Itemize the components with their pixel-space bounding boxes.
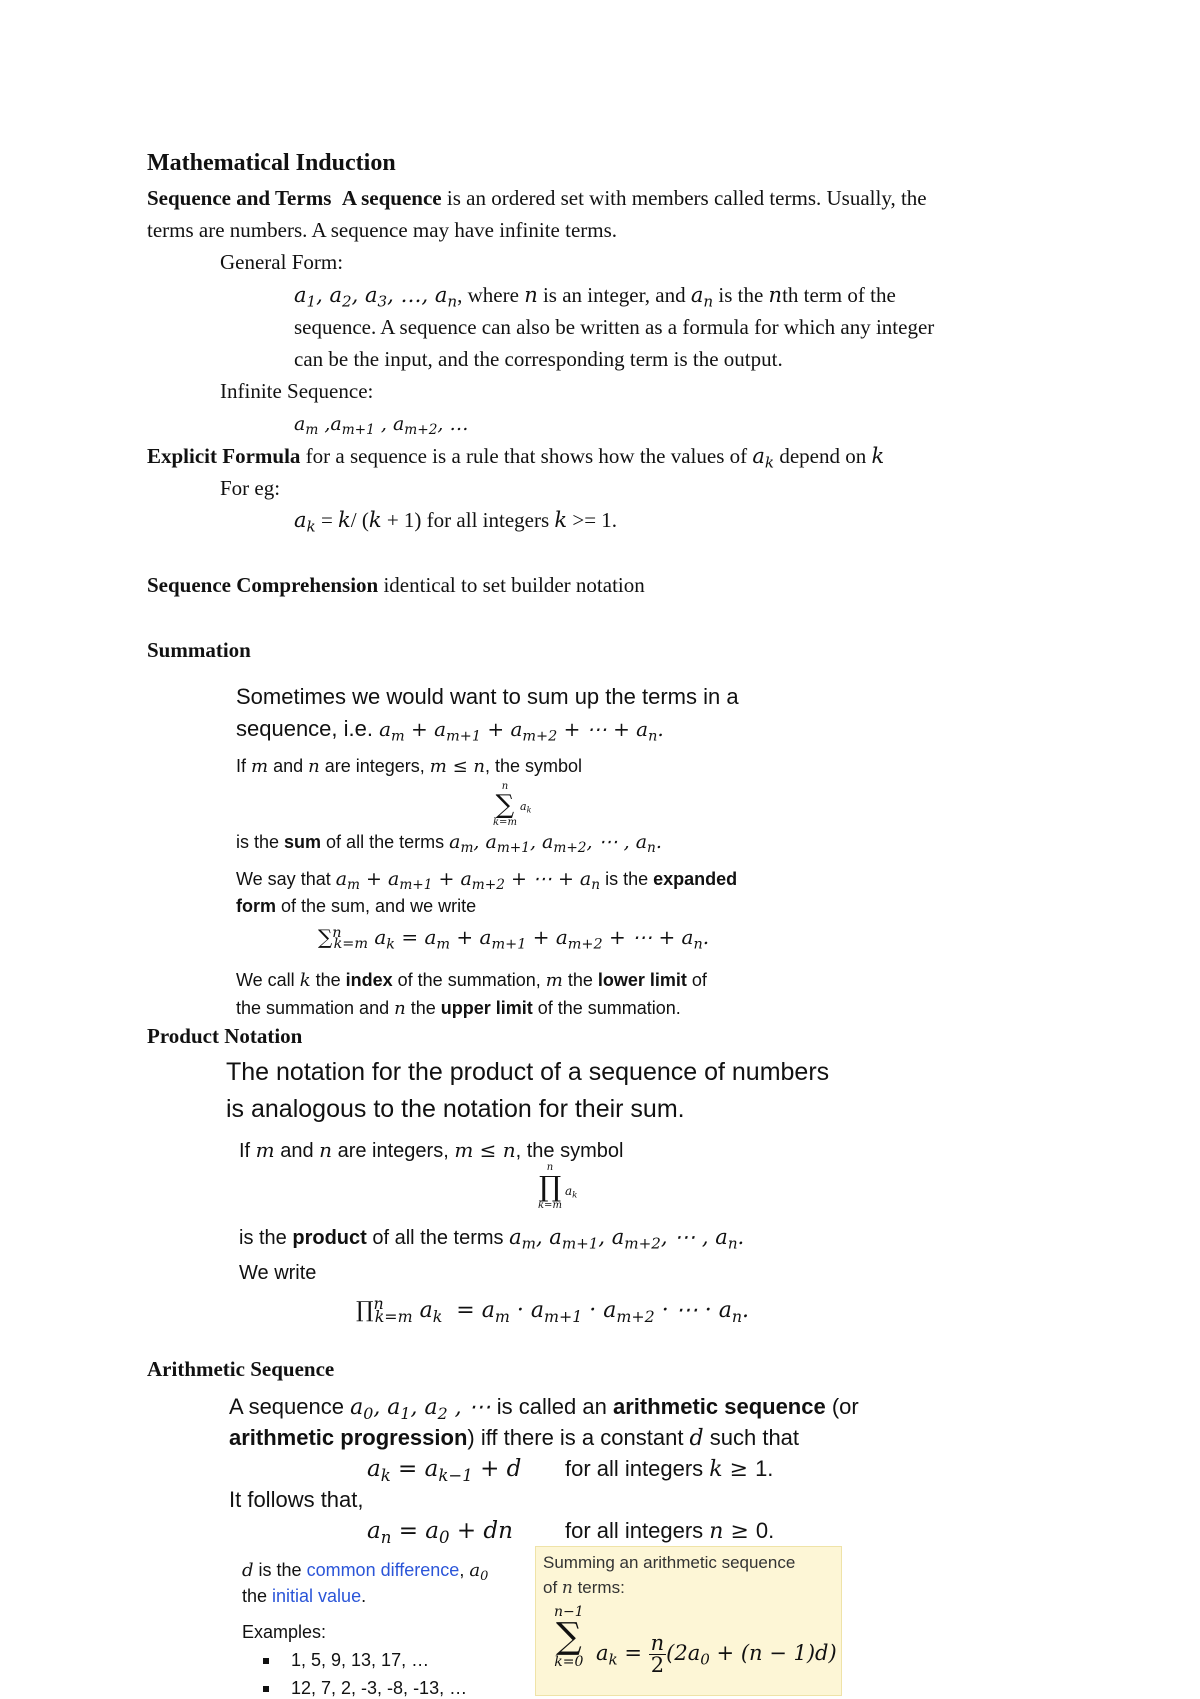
example-item-2: 12, 7, 2, -3, -8, -13, … <box>291 1678 468 1698</box>
product-expanded-formula: ∏$^n_{k=m}$ $a_k = a_m \cdot a_{m+1} \cdot a_{m+2}$ · ⋯ · $a_n$. <box>356 1294 750 1326</box>
product-if-line: If m and n are integers, m ≤ n, the symbol <box>239 1138 624 1162</box>
summation-we-call-line2: the summation and n the upper limit of the summation. <box>236 998 681 1019</box>
product-intro-line2: is analogous to the notation for their sum. <box>226 1095 685 1123</box>
summation-we-call-line1: We call k the index of the summation, m the lower limit of <box>236 970 707 991</box>
general-form-label: General Form: <box>220 250 344 274</box>
general-form-line2: sequence. A sequence can also be written as a formula for which any integer <box>294 315 935 339</box>
product-heading: Product Notation <box>147 1024 303 1048</box>
explicit-formula-heading: Explicit Formula <box>147 444 301 468</box>
summation-expanded-formula: ∑$^n_{k=m}$ $a_k = a_m + a_{m+1} + a_{m+2}$ + ⋯ + $a_n$. <box>318 924 710 953</box>
initial-value-line: the initial value. <box>242 1586 367 1606</box>
explicit-formula-line: Explicit Formula for a sequence is a rule that shows how the values of $a_k$ depend on k <box>147 444 885 472</box>
explicit-text-2: depend on <box>774 444 872 468</box>
gf-text-4: th term of the <box>782 283 896 307</box>
arithmetic-progression-keyword: arithmetic progression <box>229 1425 468 1450</box>
callout-line1: Summing an arithmetic sequence <box>543 1553 796 1572</box>
sum-keyword: sum <box>284 832 322 852</box>
sequence-paragraph-line2: terms are numbers. A sequence may have infinite terms. <box>147 218 618 242</box>
comprehension-text: identical to set builder notation <box>378 573 645 597</box>
general-form-sequence-math: $a_1$, $a_2$, $a_3$, …, $a_n$ <box>294 283 458 311</box>
product-symbol-term: $a_k$ <box>565 1184 578 1201</box>
sequence-keyword: A sequence <box>341 186 442 210</box>
common-difference-term: common difference <box>306 1560 460 1580</box>
sequence-comprehension-heading: Sequence Comprehension <box>147 573 379 597</box>
arithmetic-recurrence-condition: for all integers k ≥ 1. <box>565 1456 774 1482</box>
product-keyword: product <box>292 1227 367 1249</box>
arithmetic-recurrence: $a_k = a_{k-1} + d$ <box>367 1456 522 1485</box>
arithmetic-def-line1: A sequence $a_0$, $a_1$, $a_2$ , ⋯ is called an arithmetic sequence (or <box>229 1394 859 1423</box>
general-form-line1: $a_1$, $a_2$, $a_3$, …, $a_n$, where n is an integer, and $a_n$ is the nth term of the <box>294 283 896 311</box>
summation-symbol: n ∑ k=m <box>493 781 517 828</box>
summation-is-the-sum-line: is the sum of all the terms $a_m$, $a_{m+1}$, $a_{m+2}$, ⋯ , $a_n$. <box>236 831 662 857</box>
summation-if-line: If m and n are integers, m ≤ n, the symbol <box>236 756 583 777</box>
for-eg-label: For eg: <box>220 476 281 500</box>
summation-we-say-line1: We say that $a_m + a_{m+1} + a_{m+2}$ + ⋯ + $a_n$ is the expanded <box>236 868 738 894</box>
callout-sum-formula: $a_k$ = $\frac{n}{2}$ $(2a_0 + (n - 1)d)$ <box>596 1631 837 1677</box>
sequence-line1-text: is an ordered set with members called terms. Usually, the <box>441 186 927 210</box>
sequence-comprehension-line <box>147 573 645 598</box>
arithmetic-closed-form-condition: for all integers n ≥ 0. <box>565 1518 775 1544</box>
arithmetic-closed-form: $a_n = a_0$ + dn <box>367 1518 513 1547</box>
gf-text-3: is the <box>713 283 769 307</box>
expanded-keyword: expanded <box>653 869 738 889</box>
explicit-example-formula: $a_k = k/$ (k + 1) for all integers k >= 1. <box>294 508 618 536</box>
sequence-heading: Sequence and Terms <box>147 186 332 210</box>
example-bullet-1 <box>263 1658 269 1664</box>
infinite-sequence-label: Infinite Sequence: <box>220 379 374 403</box>
sequence-paragraph-line1 <box>147 186 927 211</box>
product-we-write: We write <box>239 1262 317 1284</box>
summation-we-say-line2: form of the sum, and we write <box>236 896 477 916</box>
product-intro-line1: The notation for the product of a sequence of numbers <box>226 1058 830 1086</box>
common-difference-line: d is the common difference, $a_0$ <box>242 1560 489 1584</box>
arithmetic-heading: Arithmetic Sequence <box>147 1357 335 1381</box>
summation-intro-line2 <box>236 716 664 745</box>
arithmetic-def-line2: arithmetic progression) iff there is a constant d such that <box>229 1425 800 1451</box>
summation-symbol-term: $a_k$ <box>520 800 532 815</box>
initial-value-term: initial value <box>272 1586 362 1606</box>
general-form-line3: can be the input, and the corresponding term is the output. <box>294 347 783 371</box>
arithmetic-sequence-keyword: arithmetic sequence <box>612 1394 826 1419</box>
infinite-sequence-math: $a_m$ $,a_{m+1}$ , $a_{m+2}$, … <box>294 413 469 439</box>
gf-text-2: is an integer, and <box>537 283 691 307</box>
product-is-the-line: is the product of all the terms $a_m$, $a_{m+1}$, $a_{m+2}$, ⋯ , $a_n$. <box>239 1225 745 1253</box>
page-title: Mathematical Induction <box>147 150 396 176</box>
explicit-example-text: for all integers <box>421 508 555 532</box>
explicit-text-1: for a sequence is a rule that shows how the values of <box>300 444 753 468</box>
examples-label: Examples: <box>242 1622 327 1642</box>
summation-expanded-example: $a_m + a_{m+1} + a_{m+2}$ + ⋯ + $a_n$. <box>379 717 664 745</box>
callout-sum-symbol: n−1 ∑ k=0 <box>554 1604 584 1670</box>
callout-line2: of n terms: <box>543 1578 625 1598</box>
gf-text-1: , where <box>457 283 525 307</box>
product-symbol: n ∏ k=m <box>538 1162 562 1211</box>
example-bullet-2 <box>263 1686 269 1692</box>
arithmetic-it-follows: It follows that, <box>229 1487 364 1512</box>
arithmetic-sum-callout <box>535 1546 842 1696</box>
example-item-1: 1, 5, 9, 13, 17, … <box>291 1650 430 1670</box>
summation-intro-prefix: sequence, i.e. <box>236 716 380 741</box>
summation-heading: Summation <box>147 638 251 662</box>
summation-intro-line1: Sometimes we would want to sum up the terms in a <box>236 684 739 709</box>
